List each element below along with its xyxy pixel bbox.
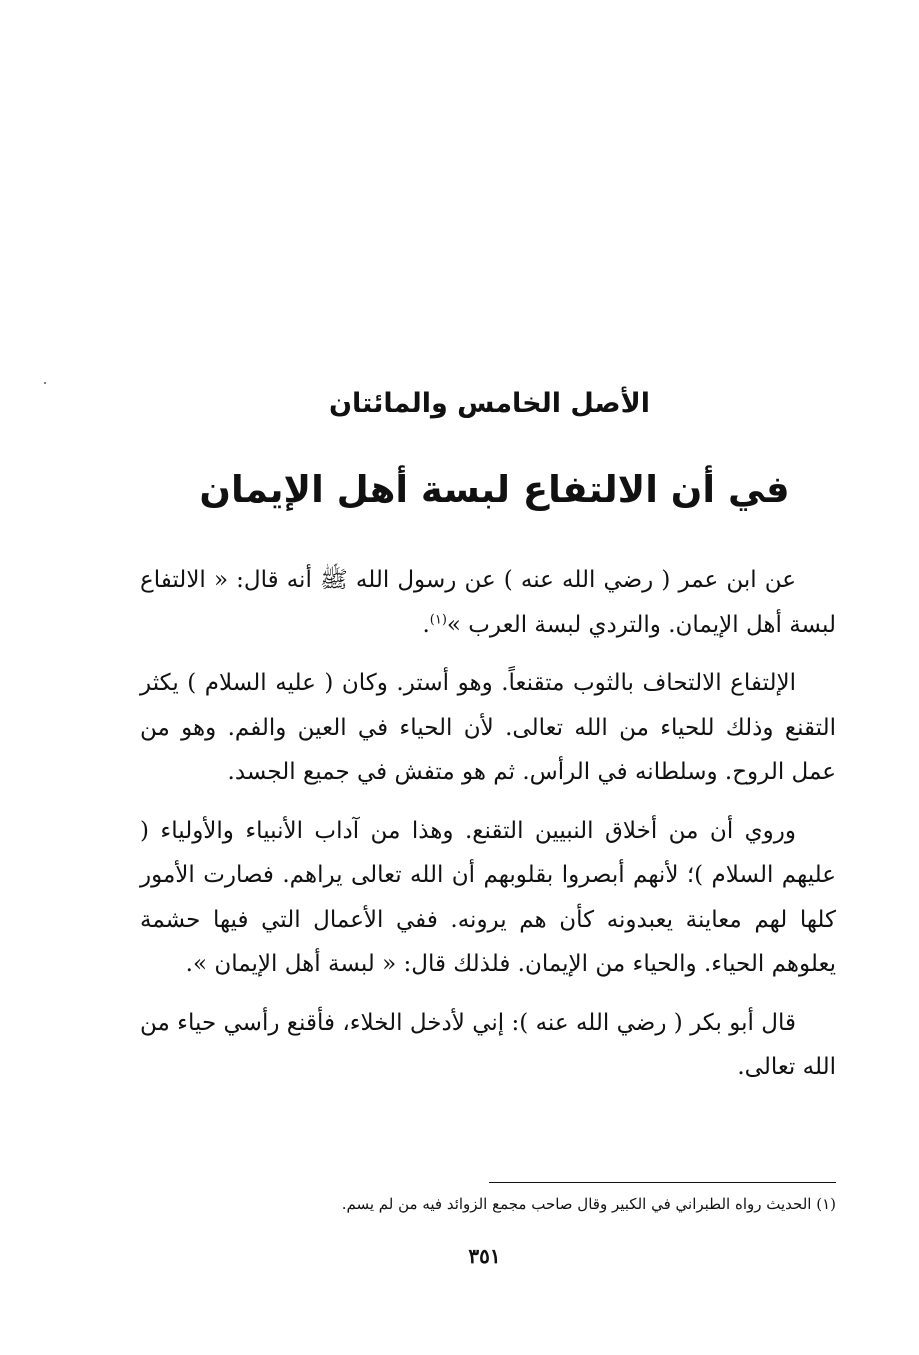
chapter-title-heading: في أن الالتفاع لبسة أهل الإيمان bbox=[199, 468, 790, 511]
paragraph-prophets-manners bbox=[140, 809, 836, 987]
paragraph-hadith bbox=[140, 558, 836, 647]
paragraph-text: الإلتفاع الالتحاف بالثوب متقنعاً. وهو أستر. وكان ( عليه السلام ) يكثر التقنع وذلك للحياء من الله تعالى. لأن الحياء في العين والفم. وهو من عمل الروح. وسلطانه في الرأس. ثم هو متفش في جميع الجسد. bbox=[140, 670, 836, 785]
footnote-text: (١) الحديث رواه الطبراني في الكبير وقال صاحب مجمع الزوائد فيه من لم يسم. bbox=[341, 1195, 836, 1213]
page-number: ٣٥١ bbox=[468, 1244, 501, 1268]
paragraph-text: قال أبو بكر ( رضي الله عنه ): إني لأدخل الخلاء، فأقنع رأسي حياء من الله تعالى. bbox=[140, 1009, 836, 1080]
scan-speck bbox=[44, 382, 46, 384]
paragraph-text: عن ابن عمر ( رضي الله عنه ) عن رسول الله ﷺ أنه قال: « الالتفاع لبسة أهل الإيمان. والتردي لبسة العرب » bbox=[140, 567, 836, 638]
footnote-reference: (١) bbox=[429, 611, 447, 627]
paragraph-trailing-punctuation: . bbox=[422, 611, 430, 638]
body-text bbox=[140, 558, 836, 1104]
paragraph-abu-bakr bbox=[140, 1001, 836, 1090]
paragraph-text: وروي أن من أخلاق النبيين التقنع. وهذا من آداب الأنبياء والأولياء ( عليهم السلام )؛ لأنهم أبصروا بقلوبهم أن الله تعالى يراهم. فصارت الأمور كلها لهم معاينة يعبدونه كأن هم يرونه. ففي الأعمال التي فيها حشمة يعلوهم الحياء. والحياء من الإيمان. فلذلك قال: « لبسة أهل الإيمان ». bbox=[140, 817, 836, 977]
paragraph-iltifa-definition bbox=[140, 661, 836, 795]
footnote-divider bbox=[489, 1182, 836, 1183]
chapter-number-heading: الأصل الخامس والمائتان bbox=[329, 388, 650, 419]
